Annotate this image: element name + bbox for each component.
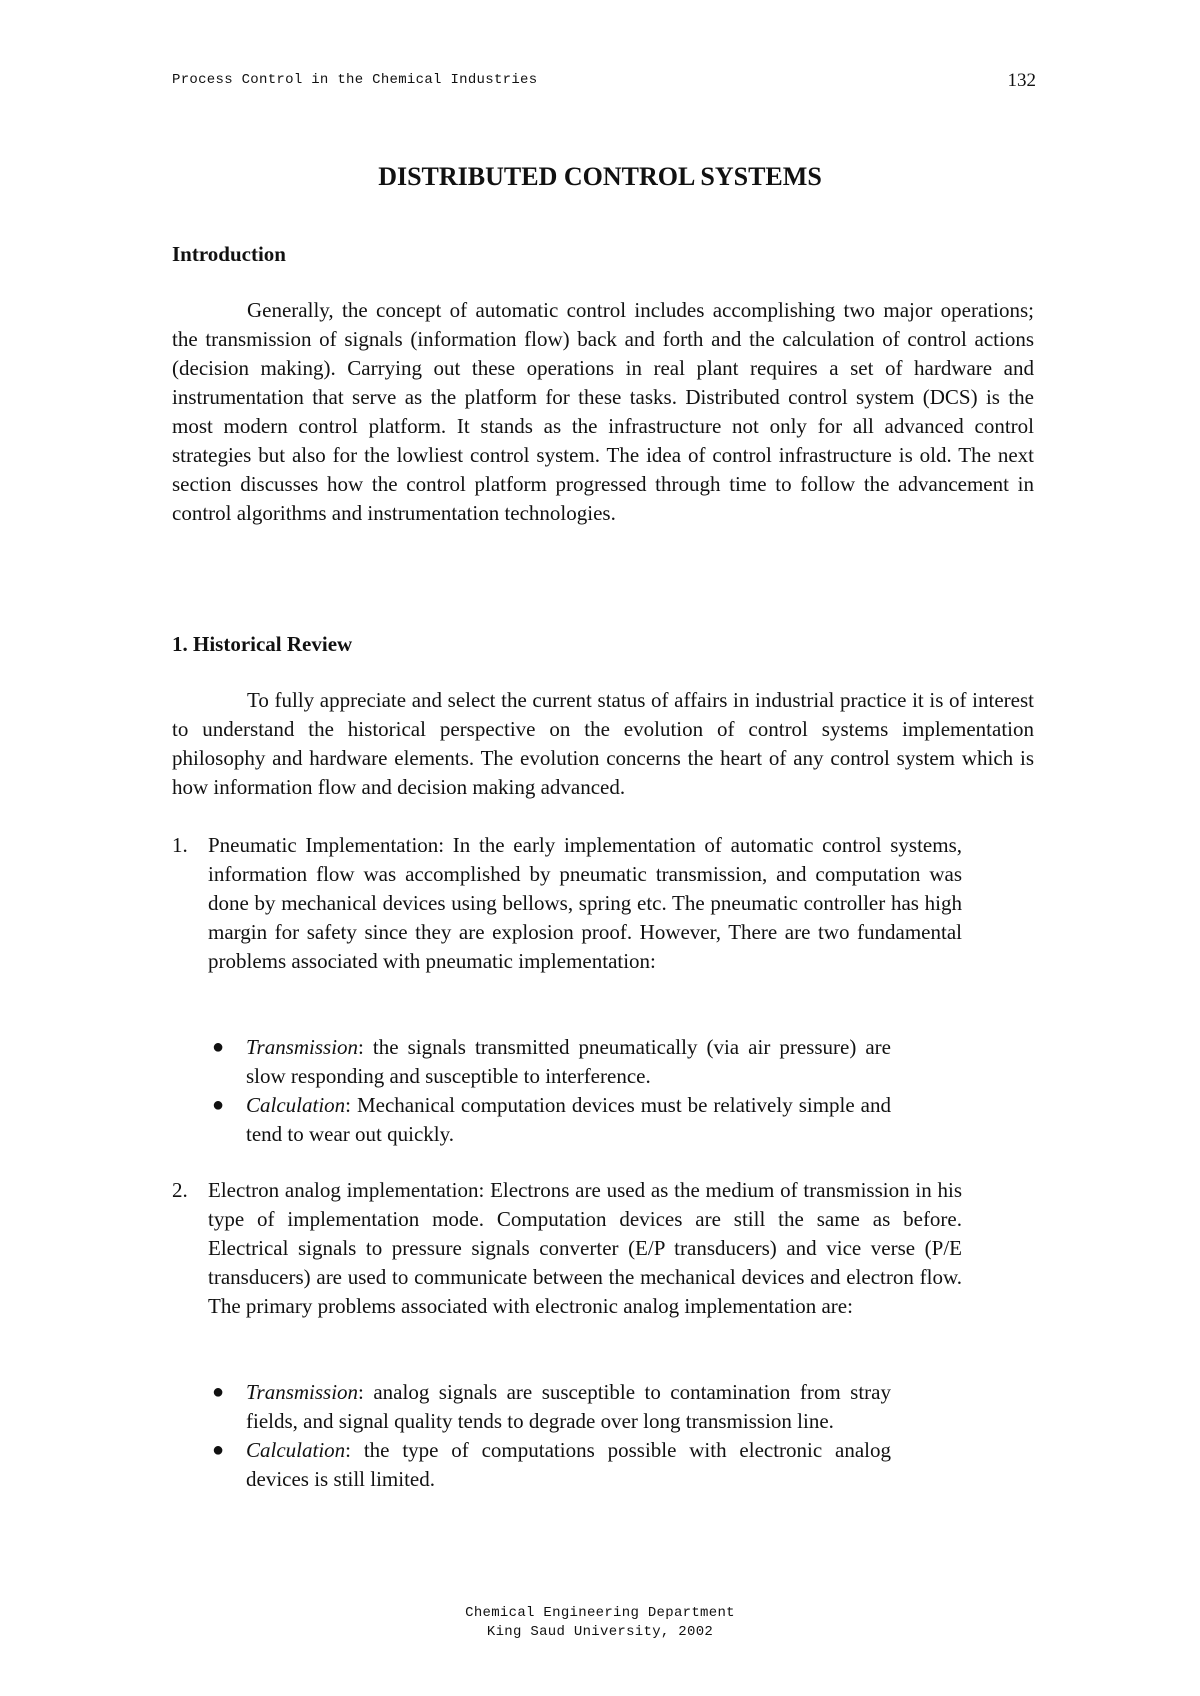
bullet-term: Calculation <box>246 1093 346 1117</box>
footer-university: King Saud University, 2002 <box>486 1624 714 1640</box>
document-title: DISTRIBUTED CONTROL SYSTEMS <box>378 162 822 191</box>
bullet-item <box>208 1033 891 1091</box>
page-number: 132 <box>1007 70 1036 91</box>
historical-review-heading: 1. Historical Review <box>172 632 353 656</box>
bullet-term: Transmission <box>246 1380 359 1404</box>
historical-review-paragraph: To fully appreciate and select the current status of affairs in industrial practice it is of interest to understand the historical perspective on the evolution of control systems implementation philosophy and hardware elements. The evolution concerns the heart of any control system which is how information flow and decision making advanced. <box>172 688 1034 799</box>
bullet-term: Transmission <box>246 1035 359 1059</box>
introduction-heading: Introduction <box>172 242 286 266</box>
bullet-text: : Mechanical computation devices must be relatively simple and tend to wear out quickly. <box>246 1093 891 1146</box>
bullet-text: : the signals transmitted pneumatically (via air pressure) are slow responding and susceptible to interference. <box>246 1035 891 1088</box>
bullet-list-pneumatic <box>208 1033 891 1149</box>
item-number: 1. <box>172 833 188 857</box>
bullet-item <box>208 1378 891 1436</box>
item-text: Electron analog implementation: Electrons are used as the medium of transmission in his type of implementation mode. Computation devices are still the same as before. Electrical signals to pressure signals converter (E/P transducers) and vice verse (P/E transducers) are used to communicate between the mechanical devices and electron flow. The primary problems associated with electronic analog implementation are: <box>208 1178 962 1318</box>
bullet-icon: ● <box>212 1381 225 1403</box>
bullet-icon: ● <box>212 1036 225 1058</box>
running-header-title: Process Control in the Chemical Industries <box>172 72 538 88</box>
numbered-item-electron-analog <box>172 1176 962 1321</box>
footer-department: Chemical Engineering Department <box>465 1605 735 1621</box>
introduction-paragraph: Generally, the concept of automatic control includes accomplishing two major operations; the transmission of signals (information flow) back and forth and the calculation of control actions (decision making). Carrying out these operations in real plant requires a set of hardware and instrumentation that serve as the platform for these tasks. Distributed control system (DCS) is the most modern control platform. It stands as the infrastructure not only for all advanced control strategies but also for the lowliest control system. The idea of control infrastructure is old. The next section discusses how the control platform progressed through time to follow the advancement in control algorithms and instrumentation technologies. <box>172 298 1034 525</box>
item-number: 2. <box>172 1178 188 1202</box>
bullet-item <box>208 1091 891 1149</box>
bullet-text: : the type of computations possible with electronic analog devices is still limited. <box>246 1438 891 1491</box>
item-text: Pneumatic Implementation: In the early implementation of automatic control systems, information flow was accomplished by pneumatic transmission, and computation was done by mechanical devices using bellows, spring etc. The pneumatic controller has high margin for safety since they are explosion proof. However, There are two fundamental problems associated with pneumatic implementation: <box>208 833 962 973</box>
page-footer <box>0 1604 1200 1642</box>
bullet-term: Calculation <box>246 1438 346 1462</box>
bullet-item <box>208 1436 891 1494</box>
bullet-list-electron-analog <box>208 1378 891 1494</box>
bullet-text: : analog signals are susceptible to contamination from stray fields, and signal quality tends to degrade over long transmission line. <box>246 1380 891 1433</box>
bullet-icon: ● <box>212 1439 225 1461</box>
numbered-item-pneumatic <box>172 831 962 976</box>
bullet-icon: ● <box>212 1094 225 1116</box>
